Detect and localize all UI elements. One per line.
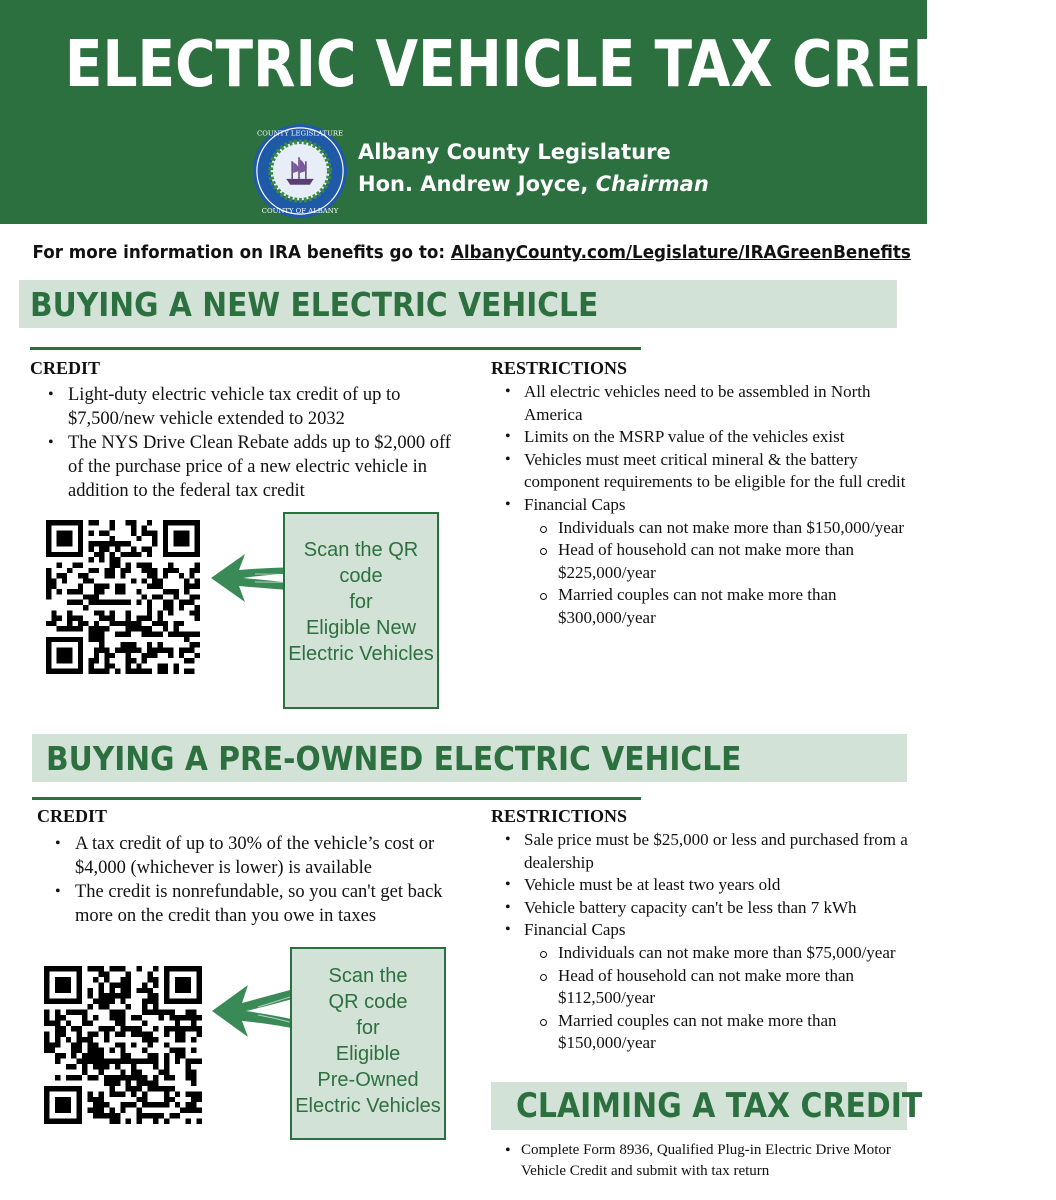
new-vehicles-qr-code[interactable] bbox=[46, 520, 200, 674]
new-vehicle-divider bbox=[30, 347, 641, 350]
svg-text:COUNTY OF ALBANY: COUNTY OF ALBANY bbox=[261, 207, 339, 216]
county-seal-logo bbox=[251, 122, 349, 220]
list-item: Head of household can not make more than $225,000/year bbox=[524, 539, 911, 584]
financial-caps-list bbox=[524, 942, 911, 1055]
list-item: • Vehicle must be at least two years old bbox=[491, 874, 911, 897]
pre-restrictions-list bbox=[491, 829, 911, 1055]
scan-new-text: Scan the QR code for Eligible New Electric Vehicles bbox=[288, 539, 434, 665]
claiming-banner-title: CLAIMING A TAX CREDIT bbox=[515, 1086, 923, 1126]
new-credit-list bbox=[30, 383, 460, 503]
pre-restrictions-heading: RESTRICTIONS bbox=[491, 806, 628, 826]
pre-credit-list bbox=[37, 832, 457, 928]
chairman-line bbox=[358, 172, 709, 196]
list-item bbox=[491, 494, 911, 630]
list-item: • Complete Form 8936, Qualified Plug-in Electric Drive Motor Vehicle Credit and submit with tax return bbox=[491, 1140, 911, 1182]
page-title: ELECTRIC VEHICLE TAX CREDITS bbox=[64, 28, 1056, 102]
financial-caps-list bbox=[524, 517, 911, 630]
list-item: • Light-duty electric vehicle tax credit of up to $7,500/new vehicle extended to 2032 bbox=[30, 383, 460, 431]
pre-owned-vehicles-qr-code[interactable] bbox=[44, 966, 202, 1124]
list-item bbox=[491, 919, 911, 1055]
list-item: Married couples can not make more than $300,000/year bbox=[524, 584, 911, 629]
list-item: • Vehicle battery capacity can't be less than 7 kWh bbox=[491, 897, 911, 920]
new-restrictions-heading: RESTRICTIONS bbox=[491, 358, 628, 378]
list-item: Individuals can not make more than $150,000/year bbox=[524, 517, 911, 540]
info-prefix: For more information on IRA benefits go to: bbox=[32, 242, 451, 263]
list-item: • Limits on the MSRP value of the vehicles exist bbox=[491, 426, 911, 449]
new-vehicle-banner-title: BUYING A NEW ELECTRIC VEHICLE bbox=[30, 285, 599, 324]
pre-owned-banner-title: BUYING A PRE-OWNED ELECTRIC VEHICLE bbox=[46, 739, 742, 778]
list-item: Head of household can not make more than $112,500/year bbox=[524, 965, 911, 1010]
new-credit-heading: CREDIT bbox=[30, 358, 101, 378]
svg-text:COUNTY LEGISLATURE: COUNTY LEGISLATURE bbox=[256, 129, 344, 138]
list-item: • A tax credit of up to 30% of the vehicle’s cost or $4,000 (whichever is lower) is available bbox=[37, 832, 457, 880]
financial-caps-label: Financial Caps bbox=[524, 494, 626, 514]
list-item: • Sale price must be $25,000 or less and purchased from a dealership bbox=[491, 829, 911, 874]
chairman-title: Chairman bbox=[595, 172, 709, 196]
info-link[interactable]: AlbanyCounty.com/Legislature/IRAGreenBenefits bbox=[450, 242, 911, 263]
financial-caps-label: Financial Caps bbox=[524, 920, 626, 940]
list-item: • Vehicles must meet critical mineral & the battery component requirements to be eligible for the full credit bbox=[491, 449, 911, 494]
new-restrictions-list bbox=[491, 381, 911, 630]
pre-credit-heading: CREDIT bbox=[37, 806, 108, 826]
scan-pre-owned-text: Scan the QR code for Eligible Pre-Owned Electric Vehicles bbox=[295, 965, 441, 1117]
info-line bbox=[32, 242, 911, 263]
list-item: • All electric vehicles need to be assembled in North America bbox=[491, 381, 911, 426]
claiming-list bbox=[491, 1140, 911, 1182]
pre-owned-divider bbox=[32, 797, 641, 800]
list-item: • The NYS Drive Clean Rebate adds up to $2,000 off of the purchase price of a new electric vehicle in addition to the federal tax credit bbox=[30, 431, 460, 503]
list-item: Individuals can not make more than $75,000/year bbox=[524, 942, 911, 965]
list-item: Married couples can not make more than $150,000/year bbox=[524, 1010, 911, 1055]
chairman-name: Hon. Andrew Joyce, bbox=[358, 172, 596, 196]
organization-name: Albany County Legislature bbox=[358, 140, 671, 164]
list-item: • The credit is nonrefundable, so you can't get back more on the credit than you owe in taxes bbox=[37, 880, 457, 928]
